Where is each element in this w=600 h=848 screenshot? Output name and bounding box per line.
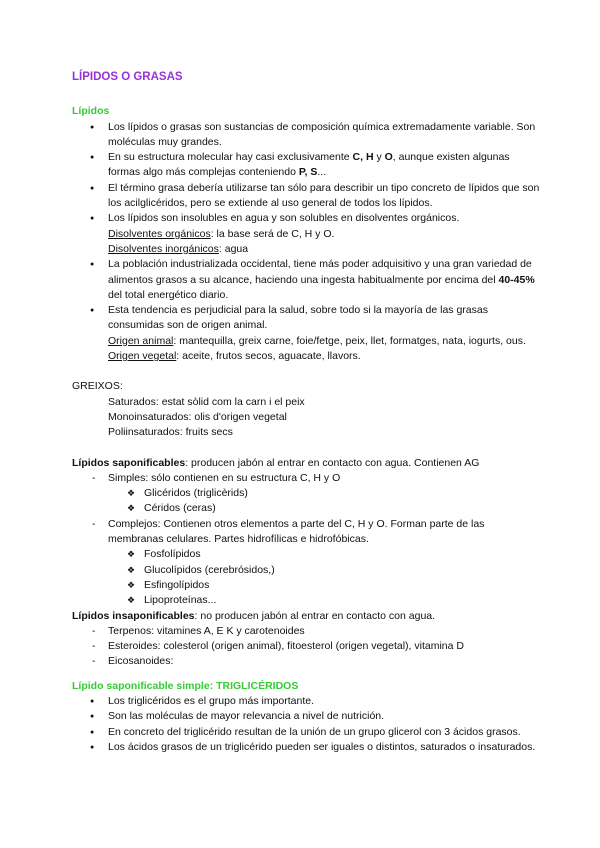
bullet-text: , aunque existen algunas formas algo más complejas conteniendo	[108, 151, 510, 179]
simples-sublist	[72, 486, 542, 517]
lipidos-heading: Lípidos	[72, 105, 110, 118]
list-item	[72, 211, 542, 257]
list-item: ❖ Céridos (ceras)	[72, 501, 542, 516]
list-item: ● Son las moléculas de mayor relevancia a nivel de nutrición.	[72, 709, 542, 724]
list-item: ● En concreto del triglicérido resultan de la unión de un grupo glicerol con 3 ácidos grasos.	[72, 725, 542, 740]
saponificables-list	[72, 471, 542, 486]
list-item	[72, 303, 542, 364]
bullet-text: El término grasa debería utilizarse tan sólo para describir un tipo concreto de lípidos que son los acilglicéridos, pero se extiende al uso general de todos los lípidos.	[108, 181, 540, 210]
bullet-text: y	[373, 151, 385, 164]
list-item	[72, 150, 542, 181]
underlined-label: Disolventes inorgánicos	[108, 242, 219, 255]
list-item: - Terpenos: vitamines A, E K y carotenoides	[72, 624, 542, 639]
list-item: ● Los triglicéridos es el grupo más importante.	[72, 694, 542, 709]
trigliceridos-list	[72, 694, 542, 755]
underlined-label: Disolventes orgánicos	[108, 227, 211, 240]
complejos-sublist	[72, 547, 542, 608]
list-item: ❖ Lipoproteínas...	[72, 593, 542, 608]
document-page	[72, 70, 542, 755]
bullet-text: En su estructura molecular hay casi exclusivamente	[108, 151, 353, 164]
underlined-label: Origen animal	[108, 334, 174, 347]
bullet-text: : aceite, frutos secos, aguacate, llavors.	[176, 350, 361, 363]
bold-text: O	[384, 151, 393, 164]
list-item: - Esteroides: colesterol (origen animal), fitoesterol (origen vegetal), vitamina D	[72, 639, 542, 654]
item-text: Complejos: Contienen otros elementos a parte del C, H y O. Forman parte de las membranas celulares. Partes hidrofílicas e hidrofóbicas.	[108, 517, 485, 546]
underlined-label: Origen vegetal	[108, 350, 177, 363]
bullet-text: La población industrializada occidental, tiene más poder adquisitivo y una gran variedad de alimentos grasos a su alcance, haciendo una ingesta habitualmente por encima del	[108, 258, 532, 286]
lipidos-list	[72, 120, 542, 365]
greixos-line: Poliinsaturados: fruits secs	[108, 426, 233, 439]
list-item	[72, 120, 542, 151]
bullet-text: : la base será de C, H y O.	[210, 227, 335, 240]
bullet-text: Los lípidos son insolubles en agua y son solubles en disolventes orgánicos.	[108, 212, 460, 225]
complejos-list	[72, 517, 542, 548]
list-item: ❖ Esfingolípidos	[72, 578, 542, 593]
bullet-text: Esta tendencia es perjudicial para la salud, sobre todo si la mayoría de las grasas consumidas son de origen animal.	[108, 304, 488, 332]
list-item: ❖ Glicéridos (triglicèrids)	[72, 486, 542, 501]
trigliceridos-heading: Lípido saponificable simple: TRIGLICÉRIDOS	[72, 679, 299, 692]
paragraph-text: : producen jabón al entrar en contacto con agua. Contienen AG	[185, 456, 480, 469]
insaponificables-label: Lípidos insaponificables	[72, 609, 195, 622]
bold-text: P, S	[298, 166, 318, 179]
bold-text: 40-45%	[498, 273, 535, 286]
page-title: LÍPIDOS O GRASAS	[72, 71, 183, 83]
saponificables-label: Lípidos saponificables	[72, 456, 186, 469]
bullet-text: : mantequilla, greix carne, foie/fetge, peix, llet, formatges, nata, iogurts, ous.	[173, 334, 526, 347]
list-item	[72, 257, 542, 303]
list-item: ❖ Glucolípidos (cerebrósidos,)	[72, 563, 542, 578]
bullet-text: Los lípidos o grasas son sustancias de composición química extremadamente variable. Son moléculas muy grandes.	[108, 120, 536, 148]
insaponificables-list	[72, 624, 542, 670]
list-item: ❖ Fosfolípidos	[72, 547, 542, 562]
bullet-text: : agua	[218, 242, 249, 255]
saponificables-paragraph	[72, 456, 542, 471]
greixos-heading: GREIXOS:	[72, 380, 123, 393]
list-item	[72, 517, 542, 548]
greixos-line: Saturados: estat sòlid com la carn i el peix	[108, 395, 305, 408]
list-item: ● Los ácidos grasos de un triglicérido pueden ser iguales o distintos, saturados o insaturados.	[72, 740, 542, 755]
greixos-line: Monoinsaturados: olis d'origen vegetal	[108, 410, 287, 423]
bullet-text: del total energético diario.	[108, 288, 229, 301]
bullet-text: ...	[317, 166, 327, 179]
bold-text: C, H	[352, 151, 374, 164]
list-item: - Eicosanoides:	[72, 654, 542, 669]
insaponificables-paragraph	[72, 609, 542, 624]
paragraph-text: : no producen jabón al entrar en contacto con agua.	[194, 609, 436, 622]
item-text: Simples: sólo contienen en su estructura C, H y O	[108, 471, 341, 484]
list-item	[72, 471, 542, 486]
list-item	[72, 181, 542, 212]
